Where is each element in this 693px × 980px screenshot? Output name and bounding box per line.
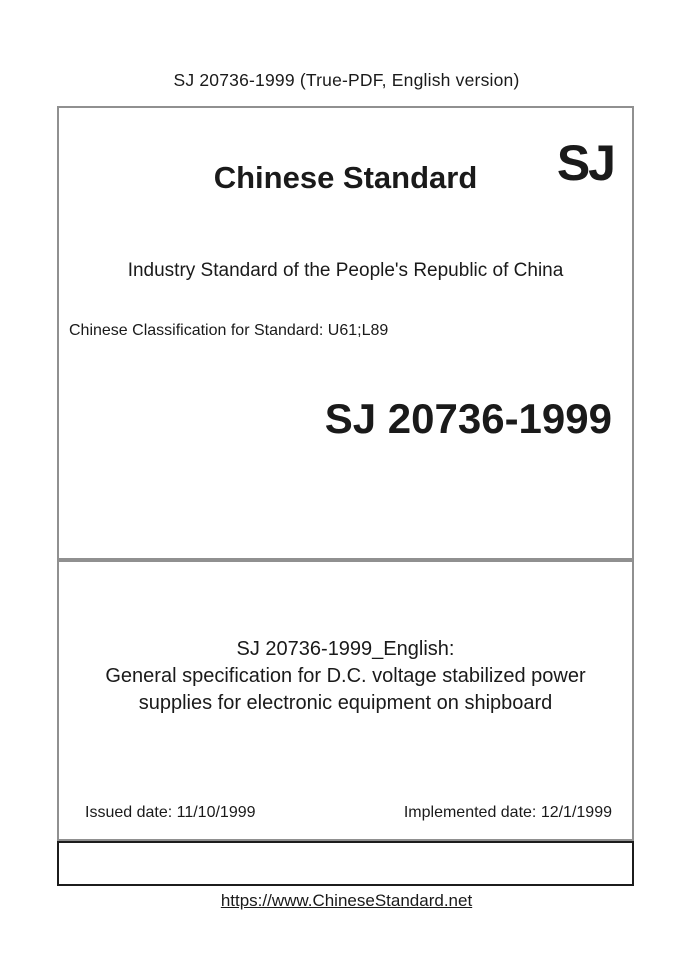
- standard-number: SJ 20736-1999: [324, 395, 612, 442]
- dates-row: [85, 804, 612, 822]
- cover-title: Chinese Standard: [213, 160, 478, 195]
- classification-label: Chinese Classification for Standard: U61;L89: [69, 322, 389, 339]
- empty-footer-box: [57, 841, 634, 886]
- website-link[interactable]: https://www.ChineseStandard.net: [220, 891, 473, 910]
- issued-date: Issued date: 11/10/1999: [85, 804, 256, 821]
- cover-subtitle: Industry Standard of the People's Republic of China: [127, 260, 564, 281]
- english-title-line-1: SJ 20736-1999_English:: [236, 638, 455, 660]
- details-box: [57, 560, 634, 841]
- english-title-line-3: supplies for electronic equipment on shipboard: [138, 692, 553, 714]
- cover-box: [57, 106, 634, 560]
- page-header-title: SJ 20736-1999 (True-PDF, English version): [173, 70, 520, 90]
- implemented-date: Implemented date: 12/1/1999: [403, 804, 612, 821]
- footer: [0, 891, 693, 911]
- english-title-line-2: General specification for D.C. voltage stabilized power: [105, 665, 586, 687]
- english-title: [59, 636, 632, 717]
- sj-logo: SJ: [556, 135, 614, 191]
